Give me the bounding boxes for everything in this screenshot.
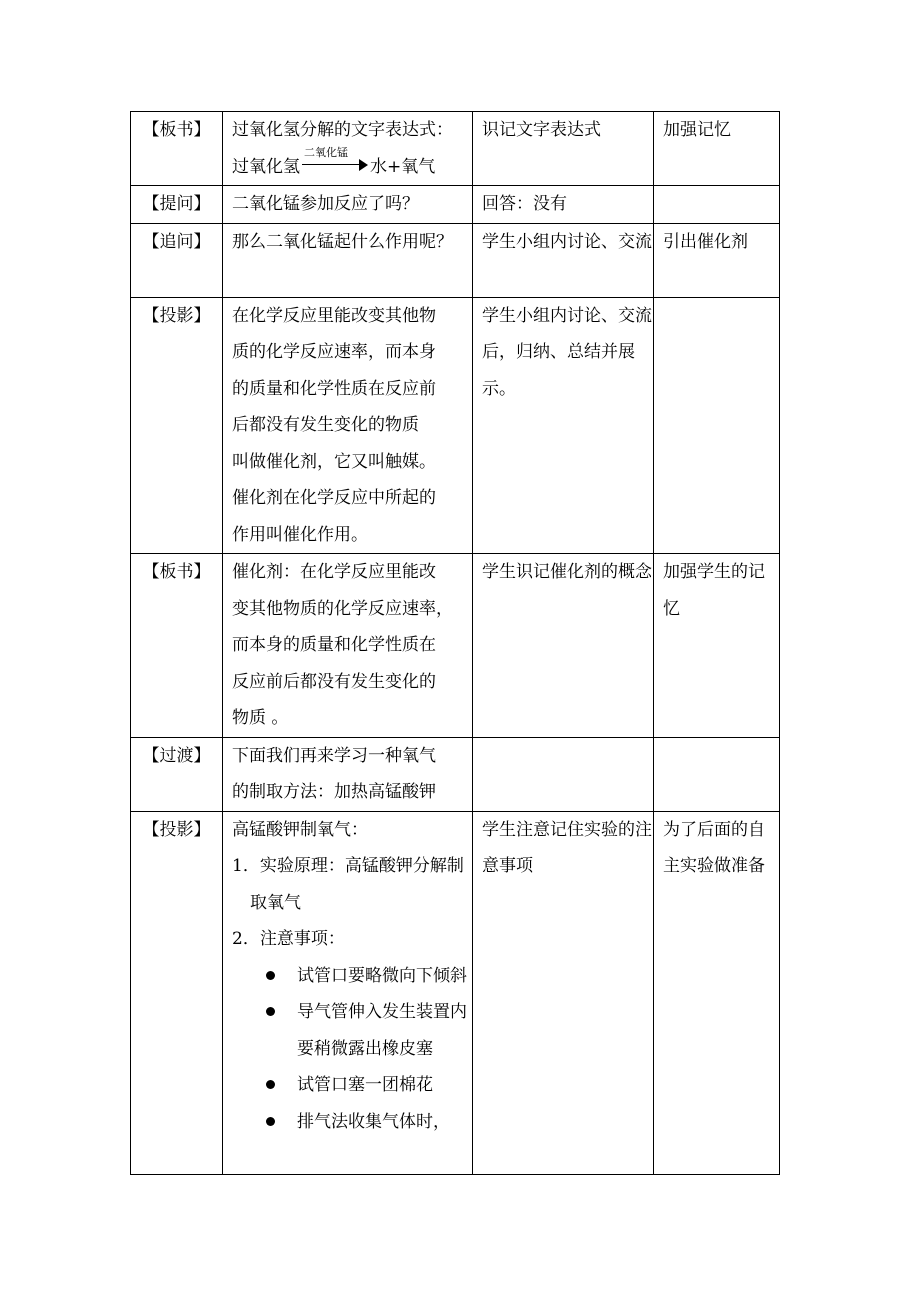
row-tag: 【板书】 xyxy=(131,112,223,186)
content-line: 变其他物质的化学反应速率， xyxy=(232,598,453,619)
equation-reactant: 过氧化氢 xyxy=(232,156,300,177)
lesson-plan-table xyxy=(130,111,780,1175)
table-row xyxy=(131,811,780,1174)
design-purpose: 加强记忆 xyxy=(654,112,780,186)
content-line: 作用叫催化作用。 xyxy=(232,524,368,545)
row-tag: 【投影】 xyxy=(131,297,223,554)
teacher-activity xyxy=(223,297,473,554)
row-tag: 【追问】 xyxy=(131,223,223,297)
content-line: 后都没有发生变化的物质 xyxy=(232,415,419,435)
content-line: 催化剂：在化学反应里能改 xyxy=(232,562,436,582)
teacher-activity xyxy=(223,112,473,186)
table-row xyxy=(131,186,780,224)
equation-products: 水+氧气 xyxy=(370,156,436,177)
content-line: 而本身的质量和化学性质在 xyxy=(232,635,436,655)
bullet-item: 试管口要略微向下倾斜 xyxy=(232,958,472,995)
numbered-item: 2．注意事项： xyxy=(232,929,345,949)
design-purpose xyxy=(654,297,780,554)
bullet-dot-icon xyxy=(266,1117,275,1126)
content-line: 叫做催化剂，它又叫触媒。 xyxy=(232,451,436,472)
equation-condition: 二氧化锰 xyxy=(304,145,348,159)
content-line: 的制取方法：加热高锰酸钾 xyxy=(232,782,436,802)
content-line: 催化剂在化学反应中所起的 xyxy=(232,488,436,508)
content-line: 下面我们再来学习一种氧气 xyxy=(232,745,436,766)
row-tag: 【提问】 xyxy=(131,186,223,224)
student-activity: 识记文字表达式 xyxy=(473,112,654,186)
teacher-activity: 那么二氧化锰起什么作用呢？ xyxy=(223,223,473,297)
numbered-item: 1．实验原理：高锰酸钾分解制取氧气 xyxy=(232,856,464,913)
content-line: 反应前后都没有发生变化的 xyxy=(232,671,436,692)
teacher-activity: 二氧化锰参加反应了吗？ xyxy=(223,186,473,224)
chemical-equation xyxy=(232,145,472,186)
table-row xyxy=(131,554,780,738)
table-row xyxy=(131,112,780,186)
student-activity: 学生注意记住实验的注意事项 xyxy=(473,811,654,1174)
bullet-dot-icon xyxy=(266,1007,275,1016)
bullet-item: 试管口塞一团棉花 xyxy=(232,1067,472,1104)
student-activity: 学生识记催化剂的概念 xyxy=(473,554,654,738)
content-line: 在化学反应里能改变其他物 xyxy=(232,305,436,326)
bullet-dot-icon xyxy=(266,1080,275,1089)
content-line: 高锰酸钾制氧气： xyxy=(232,819,368,840)
teacher-activity xyxy=(223,811,473,1174)
bullet-item: 排气法收集气体时， xyxy=(232,1104,472,1141)
row-tag: 【投影】 xyxy=(131,811,223,1174)
student-activity: 学生小组内讨论、交流 xyxy=(473,223,654,297)
table-row xyxy=(131,297,780,554)
student-activity: 学生小组内讨论、交流后，归纳、总结并展示。 xyxy=(473,297,654,554)
teacher-activity xyxy=(223,554,473,738)
content-line: 物质 。 xyxy=(232,708,289,728)
table-row xyxy=(131,223,780,297)
design-purpose xyxy=(654,186,780,224)
table-row xyxy=(131,737,780,811)
design-purpose: 为了后面的自主实验做准备 xyxy=(654,811,780,1174)
bullet-item: 导气管伸入发生装置内要稍微露出橡皮塞 xyxy=(232,994,472,1067)
design-purpose: 加强学生的记忆 xyxy=(654,554,780,738)
content-line: 的质量和化学性质在反应前 xyxy=(232,378,436,399)
reaction-arrow xyxy=(302,145,368,174)
content-line: 质的化学反应速率，而本身 xyxy=(232,342,436,362)
teacher-activity xyxy=(223,737,473,811)
design-purpose: 引出催化剂 xyxy=(654,223,780,297)
student-activity xyxy=(473,737,654,811)
design-purpose xyxy=(654,737,780,811)
row-tag: 【过渡】 xyxy=(131,737,223,811)
row-tag: 【板书】 xyxy=(131,554,223,738)
student-activity: 回答：没有 xyxy=(473,186,654,224)
content-line: 过氧化氢分解的文字表达式： xyxy=(232,120,453,140)
bullet-dot-icon xyxy=(266,971,275,980)
